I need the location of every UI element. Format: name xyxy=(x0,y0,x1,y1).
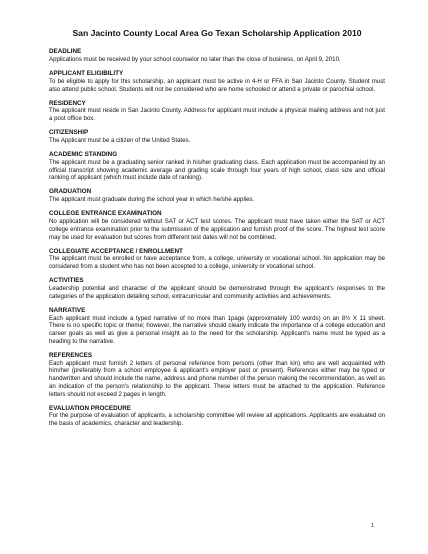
section-citizenship xyxy=(49,129,385,145)
section-heading: EVALUATION PROCEDURE xyxy=(49,404,131,412)
section-collegiate-acceptance xyxy=(49,248,385,271)
section-heading: DEADLINE xyxy=(49,48,82,55)
section-heading: NARRATIVE xyxy=(49,306,86,314)
section-deadline xyxy=(49,48,385,64)
section-heading: COLLEGIATE ACCEPTANCE / ENROLLMENT xyxy=(49,247,183,255)
section-body: Each applicant must include a typed narrative of no more than 1page (approximately 100 words) on an 8½ X 11 sheet. There is no specific topic or theme; however, the narrative should clearly indicate the importance of a college education and career goals as well as give a personal insight as to the need for the scholarship. Applicant's name must be typed as a heading to the narrative. xyxy=(49,314,385,345)
section-narrative xyxy=(49,307,385,346)
document-page xyxy=(49,28,385,434)
section-body: No application will be considered without SAT or ACT test scores. The applicant must have taken either the SAT or ACT college entrance examination prior to the submission of the application and furnish proof of the score. The highest test score may be used for evaluation but scores from different test dates will not be combined. xyxy=(49,218,385,241)
section-heading: ACADEMIC STANDING xyxy=(49,151,118,159)
section-heading: CITIZENSHIP xyxy=(49,129,89,137)
section-heading: RESIDENCY xyxy=(49,99,86,107)
section-body: To be eligible to apply for this scholarship, an applicant must be active in 4-H or FFA in San Jacinto County. Student must also attend public school. Students will not be considered who are home schooled or attend a private or parochial school. xyxy=(49,77,385,93)
section-heading: APPLICANT ELIGIBILITY xyxy=(49,69,124,77)
section-academic-standing xyxy=(49,151,385,182)
section-activities xyxy=(49,277,385,300)
section-body: Each applicant must furnish 2 letters of personal reference from persons (other than kin) who are well acquainted with him/her (preferably from a school employee & applicant's employer past or present). References either may be typed or handwritten and should include the name, address and phone number of the person making the recommendation, as well as an indication of the person's relationship to the applicant. These letters must be attached to the application. Reference letters should not exceed 2 pages in length. xyxy=(49,359,385,398)
section-heading: COLLEGE ENTRANCE EXAMINATION xyxy=(49,210,162,218)
section-body: The Applicant must be a citizen of the United States. xyxy=(49,137,191,145)
section-body: The applicant must graduate during the school year in which he/she applies. xyxy=(49,196,255,204)
section-body: The applicant must be a graduating senior ranked in his/her graduating class. Each application must be accompanied by an official transcript showing academic average and grading scale through four years of high school, class size and official ranking of applicant (which must include date of ranking). xyxy=(49,158,385,182)
section-heading: ACTIVITIES xyxy=(49,277,84,285)
section-college-entrance-examination xyxy=(49,210,385,241)
section-body: The applicant must be enrolled or have acceptance from, a college, university or vocational school. No application may be considered from a student who has not been accepted to a college, university or vocational school. xyxy=(49,255,385,271)
section-applicant-eligibility xyxy=(49,70,385,93)
section-heading: REFERENCES xyxy=(49,351,93,359)
document-title: San Jacinto County Local Area Go Texan Scholarship Application 2010 xyxy=(72,28,362,38)
page-number: 1 xyxy=(370,523,374,529)
section-body: For the purpose of evaluation of applicants, a scholarship committee will review all applications. Applicants are evaluated on the basis of academics, character and leadership. xyxy=(49,412,385,428)
section-body: Applications must be received by your school counselor no later than the close of business, on April 9, 2010. xyxy=(49,55,341,63)
section-heading: GRADUATION xyxy=(49,188,92,196)
section-body: The applicant must reside in San Jacinto County. Address for applicant must include a physical mailing address and not just a post office box. xyxy=(49,107,385,123)
section-body: Leadership potential and character of the applicant should be demonstrated through the applicant's responses to the categories of the application detailing school, extracurricular and community activities and achievements. xyxy=(49,285,385,300)
section-residency xyxy=(49,100,385,123)
section-evaluation-procedure xyxy=(49,405,385,428)
section-references xyxy=(49,352,385,398)
section-graduation xyxy=(49,188,385,204)
